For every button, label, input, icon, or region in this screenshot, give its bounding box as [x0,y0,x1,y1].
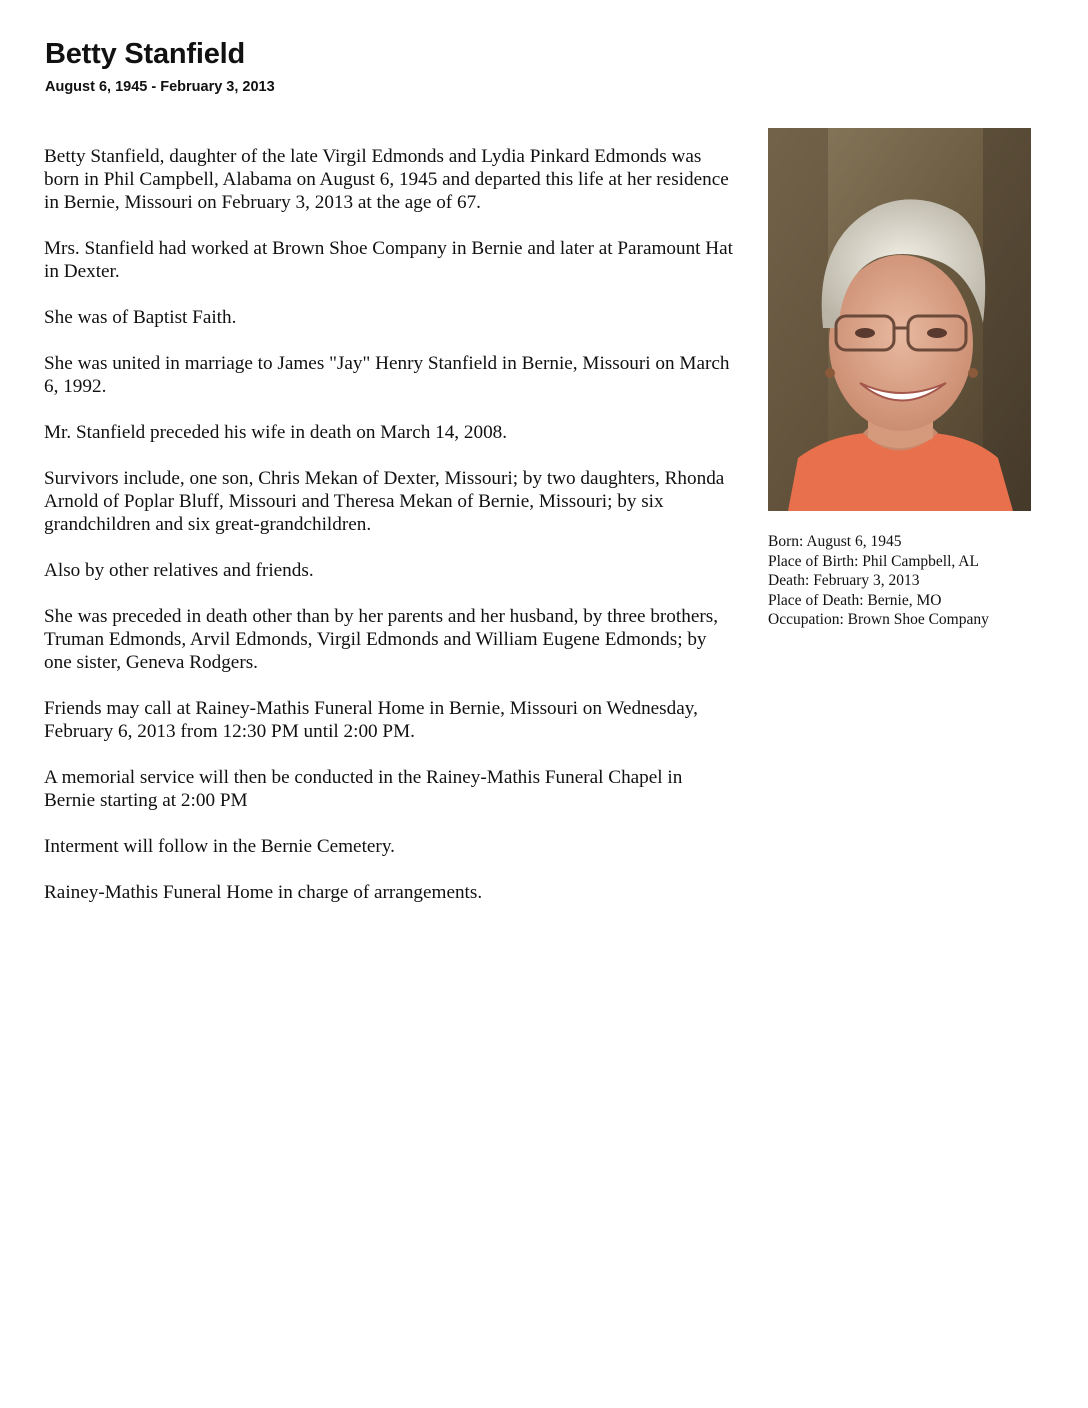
obituary-paragraph: She was preceded in death other than by her parents and her husband, by three brothers, Truman Edmonds, Arvil Edmonds, Virgil Edmonds and William Eugene Edmonds; by one sister, Geneva Rodgers. [44,606,718,673]
obituary-paragraph: Betty Stanfield, daughter of the late Virgil Edmonds and Lydia Pinkard Edmonds was born in Phil Campbell, Alabama on August 6, 1945 and departed this life at her residence in Bernie, Missouri on February 3, 2013 at the age of 67. [44,146,729,213]
fact-deathplace: Place of Death: Bernie, MO [768,591,942,609]
obituary-paragraph: She was united in marriage to James "Jay" Henry Stanfield in Bernie, Missouri on March 6, 1992. [44,353,730,397]
obituary-paragraph: Mrs. Stanfield had worked at Brown Shoe Company in Bernie and later at Paramount Hat in Dexter. [44,238,733,282]
obituary-paragraph: Mr. Stanfield preceded his wife in death on March 14, 2008. [44,422,508,443]
obituary-paragraph: Also by other relatives and friends. [44,560,314,581]
obituary-text [44,145,734,927]
life-dates: August 6, 1945 - February 3, 2013 [45,79,275,95]
fact-death: Death: February 3, 2013 [768,572,920,589]
obituary-paragraph: Rainey-Mathis Funeral Home in charge of arrangements. [44,882,483,903]
fact-birthplace: Place of Birth: Phil Campbell, AL [768,552,979,570]
page-title: Betty Stanfield [45,38,246,70]
obituary-paragraph: Interment will follow in the Bernie Cemetery. [44,836,395,857]
fact-born: Born: August 6, 1945 [768,533,902,550]
obituary-paragraph: Survivors include, one son, Chris Mekan of Dexter, Missouri; by two daughters, Rhonda Arnold of Poplar Bluff, Missouri and Theresa Mekan of Bernie, Missouri; by six grandchildren and six great-grandchildren. [44,468,725,535]
fact-occupation: Occupation: Brown Shoe Company [768,611,989,628]
obituary-paragraph: Friends may call at Rainey-Mathis Funeral Home in Bernie, Missouri on Wednesday, February 6, 2013 from 12:30 PM until 2:00 PM. [44,698,698,742]
portrait-photo [768,128,1031,511]
obituary-paragraph: A memorial service will then be conducted in the Rainey-Mathis Funeral Chapel in Bernie starting at 2:00 PM [44,767,683,811]
obituary-paragraph: She was of Baptist Faith. [44,307,237,328]
vital-facts [768,532,1068,630]
